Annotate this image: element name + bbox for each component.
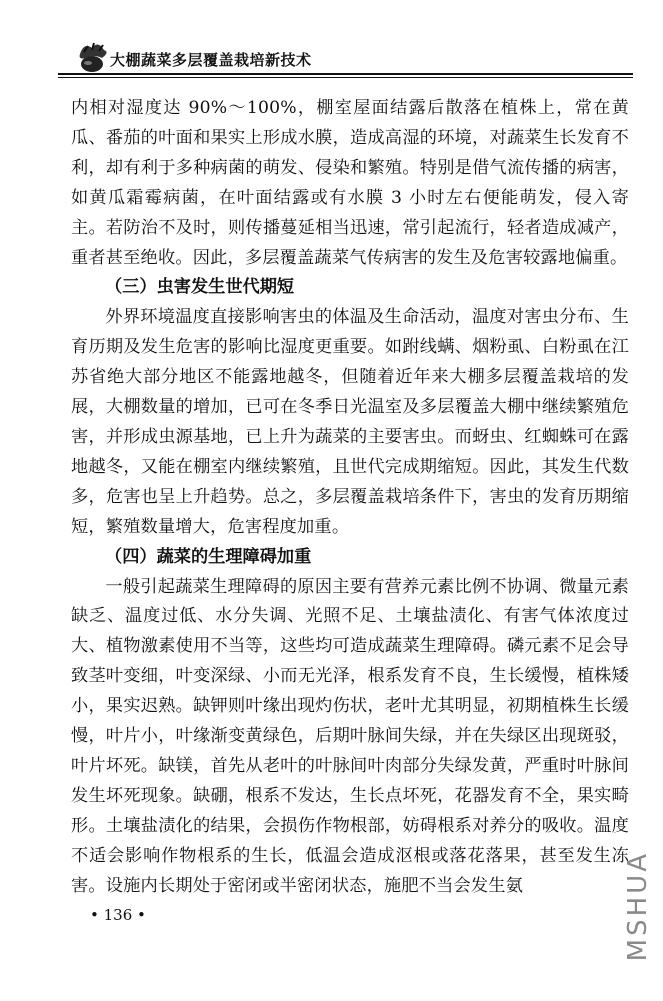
section-heading-physiological: （四）蔬菜的生理障碍加重 xyxy=(105,546,312,567)
paragraph-physiological: 一般引起蔬菜生理障碍的原因主要有营养元素比例不协调、微量元素缺乏、温度过低、水分失调、光照不足、土壤盐渍化、有害气体浓度过大、植物激素使用不当等，这些均可造成蔬菜生理障碍。磷元素不足会导致茎叶变细，叶变深绿、小而无光泽，根系发育不良，生长缓慢，植株矮小，果实迟熟。缺钾则叶缘出现灼伤状，老叶尤其明显，初期植株生长缓慢，叶片小，叶缘渐变黄绿色，后期叶脉间失绿，并在失绿区出现斑驳，叶片坏死。缺镁，首先从老叶的叶脉间叶肉部分失绿发黄，严重时叶脉间发生坏死现象。缺硼，根系不发达，生长点坏死，花器发育不全，果实畸形。土壤盐渍化的结果，会损伤作物根部，妨碍根系对养分的吸收。温度不适会影响作物根系的生长，低温会造成沤根或落花落果，甚至发生冻害。设施内长期处于密闭或半密闭状态，施肥不当会发生氨 xyxy=(71,576,629,896)
paragraph-humidity: 内相对湿度达 90%～100%，棚室屋面结露后散落在植株上，常在黄瓜、番茄的叶面和果实上形成水膜，造成高湿的环境，对蔬菜生长发育不利，却有利于多种病菌的萌发、侵染和繁殖。特别是借气流传播的病害，如黄瓜霜霉病菌，在叶面结露或有水膜 3 小时左右便能萌发，侵入寄主。若防治不及时，则传播蔓延相当迅速，常引起流行，轻者造成减产，重者甚至绝收。因此，多层覆盖蔬菜气传病害的发生及危害较露地偏重。 xyxy=(71,98,629,268)
running-header xyxy=(58,36,633,80)
header-rule-thick xyxy=(58,73,633,75)
header-rule-thin xyxy=(58,77,633,78)
page-body xyxy=(71,94,629,901)
book-title: 大棚蔬菜多层覆盖栽培新技术 xyxy=(110,51,312,69)
paragraph-pests: 外界环境温度直接影响害虫的体温及生命活动，温度对害虫分布、生育历期及发生危害的影响比湿度更重要。如跗线螨、烟粉虱、白粉虱在江苏省绝大部分地区不能露地越冬，但随着近年来大棚多层覆盖栽培的发展，大棚数量的增加，已可在冬季日光温室及多层覆盖大棚中继续繁殖危害，并形成虫源基地，已上升为蔬菜的主要害虫。而蚜虫、红蜘蛛可在露地越冬，又能在棚室内继续繁殖，且世代完成期缩短。因此，其发生代数多，危害也呈上升趋势。总之，多层覆盖栽培条件下，害虫的发育历期缩短，繁殖数量增大，危害程度加重。 xyxy=(71,307,629,537)
watermark: MSHUA xyxy=(623,850,653,961)
vegetable-logo-icon xyxy=(72,40,112,76)
section-heading-pests: （三）虫害发生世代期短 xyxy=(105,277,295,298)
page-number: • 136 • xyxy=(90,906,146,924)
